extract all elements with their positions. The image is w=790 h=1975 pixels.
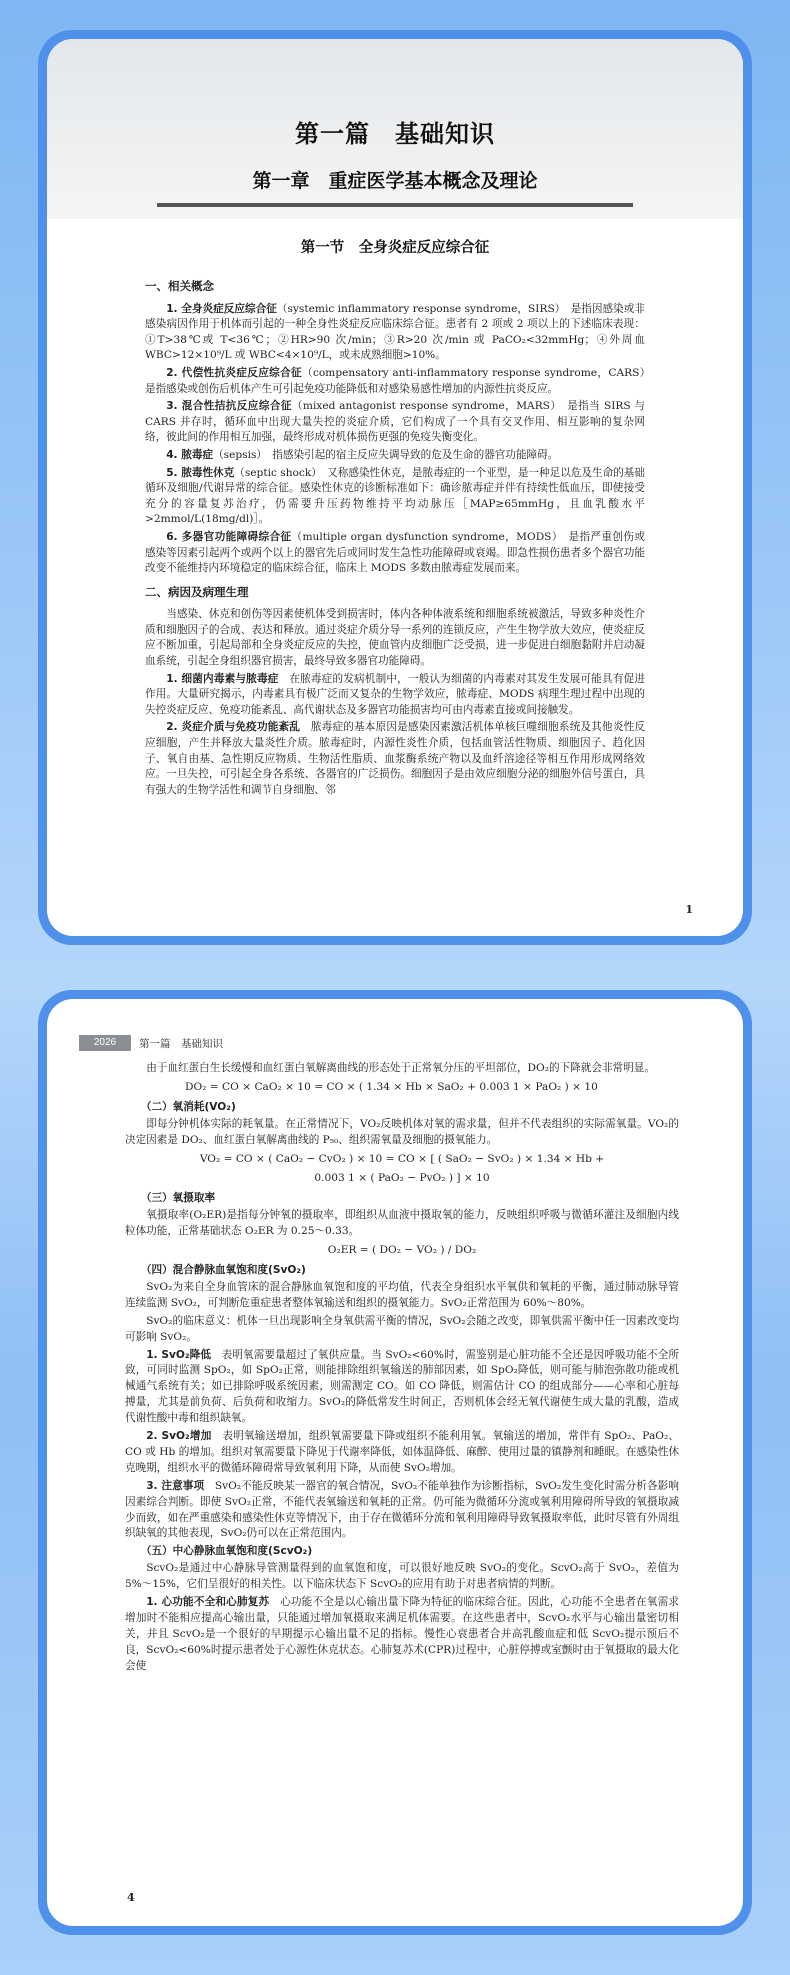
page-card-1 bbox=[38, 30, 752, 945]
concept-5 bbox=[145, 466, 645, 528]
item-term: 1. 心功能不全和心肺复苏 bbox=[146, 1596, 270, 1609]
page-2-body bbox=[125, 1061, 679, 1677]
heading-o2er: （三）氧摄取率 bbox=[140, 1192, 216, 1205]
concept-term: 3. 混合性拮抗反应综合征 bbox=[166, 400, 292, 413]
o2er-paragraph: 氧摄取率(O₂ER)是指每分钟氧的摄取率，即组织从血液中摄取氧的能力，反映组织呼吸与微循环灌注及细胞内线粒体功能，正常基础状态 O₂ER 为 0.25～0.33。 bbox=[125, 1209, 679, 1238]
svo2-item-1 bbox=[125, 1348, 679, 1428]
concept-6 bbox=[145, 530, 645, 577]
page-number: 1 bbox=[685, 903, 693, 916]
part-title: 第一篇 基础知识 bbox=[295, 120, 495, 148]
heading-vo2: （二）氧消耗(VO₂) bbox=[140, 1100, 236, 1113]
running-header bbox=[79, 1035, 711, 1053]
patho-2 bbox=[145, 720, 645, 798]
page-header bbox=[47, 39, 743, 219]
concept-text: （systemic inflammatory response syndrome，SIRS） 是指因感染或非感染病因作用于机体而引起的一种全身性炎症反应临床综合征。患者有 2 项或 2 项以上的下述临床表现：①T>38℃或 T<36℃；②HR>90 次/min；③R>20 次/min 或 PaCO₂<32mmHg；④外周血 WBC>12×10⁹/L 或 WBC<4×10⁹/L，或未成熟细胞>10%。 bbox=[145, 302, 645, 362]
patho-text: 脓毒症的基本原因是感染因素激活机体单核巨噬细胞系统及其他炎性反应细胞，产生并释放大量炎性介质。脓毒症时，内源性炎性介质，包括血管活性物质、细胞因子、趋化因子、氧自由基、急性期反应物质、生物活性脂质、血浆酶系统产物以及血纤溶途径等相互作用形成网络效应。一旦失控，可引起全身各系统、各器官的广泛损伤。细胞因子是由效应细胞分泌的细胞外信号蛋白，具有强大的生物学活性和调节自身细胞、邻 bbox=[145, 721, 645, 796]
patho-intro: 当感染、休克和创伤等因素使机体受到损害时，体内各种体液系统和细胞系统被激活，导致多种炎性介质和细胞因子的合成、表达和释放。通过炎症介质分导一系列的连锁反应，产生生物学放大效应，使炎症反应不断加重，引起局部和全身炎症反应的失控，使血管内皮细胞广泛受损，进一步促进白细胞黏附并启动凝血系统，引起全身组织器官损害，最终导致多器官功能障碍。 bbox=[145, 608, 645, 668]
item-text: 表明氧输送增加，组织氧需要量下降或组织不能利用氧。氧输送的增加，常伴有 SpO₂、PaO₂、CO 或 Hb 的增加。组织对氧需要量下降见于代谢率降低，如体温降低、麻醉、使用过量的镇静剂和睡眠。在感染性休克晚期，组织水平的微循环障碍常导致氧利用下降，从而使 SvO₂增加。 bbox=[125, 1430, 680, 1474]
page-card-2 bbox=[38, 990, 752, 1935]
header-rule bbox=[157, 203, 633, 207]
concept-term: 5. 脓毒性休克 bbox=[166, 466, 235, 479]
scvo2-item-1 bbox=[125, 1595, 679, 1675]
heading-svo2: （四）混合静脉血氧饱和度(SvO₂) bbox=[140, 1263, 306, 1276]
svo2-item-3 bbox=[125, 1479, 679, 1543]
formula-o2er: O₂ER = ( DO₂ − VO₂ ) / DO₂ bbox=[327, 1244, 477, 1257]
svo2-paragraph-2: SvO₂的临床意义：机体一旦出现影响全身氧供需平衡的情况，SvO₂会随之改变，即氧供需平衡中任一因素改变均可影响 SvO₂。 bbox=[125, 1314, 679, 1343]
heading-pathophysiology: 二、病因及病理生理 bbox=[145, 584, 249, 599]
scvo2-paragraph: ScvO₂是通过中心静脉导管测量得到的血氧饱和度，可以很好地反映 SvO₂的变化。ScvO₂高于 SvO₂，差值为 5%～15%，它们呈很好的相关性。以下临床状态下 ScvO₂的应用有助于对患者病情的判断。 bbox=[125, 1562, 679, 1591]
vo2-paragraph: 即每分钟机体实际的耗氧量。在正常情况下，VO₂反映机体对氧的需求量，但并不代表组织的实际需氧量。VO₂的决定因素是 DO₂、血红蛋白氧解离曲线的 P₅₀、组织需氧量及细胞的摄氧能力。 bbox=[125, 1117, 679, 1146]
item-text: SvO₂不能反映某一器官的氧合情况，SvO₂不能单独作为诊断指标，SvO₂发生变化时需分析各影响因素综合判断。即使 SvO₂正常，不能代表氧输送和氧耗的正常。仍可能为微循环分流或氧利用障碍所导致的氧摄取减少而致，如在严重感染和感染性休克等情况下，由于存在微循环分流和氧利用障碍导致氧摄取率低，此时尽管有外周组织缺氧的其他表现，SvO₂仍可以在正常范围内。 bbox=[125, 1479, 679, 1540]
concept-4 bbox=[145, 448, 645, 464]
formula-vo2-line2: 0.003 1 × ( PaO₂ − PvO₂ ) ] × 10 bbox=[314, 1172, 490, 1185]
heading-concepts: 一、相关概念 bbox=[145, 279, 214, 293]
running-head-title: 第一篇 基础知识 bbox=[139, 1038, 223, 1050]
concept-text: （mixed antagonist response syndrome，MARS） 是指当 SIRS 与 CARS 并存时，循环血中出现大量失控的炎症介质，它们构成了一个具有交叉作用、相互影响的复杂网络，彼此间的作用相互加强，最终形成对机体损伤更强的免疫失衡变化。 bbox=[145, 400, 646, 444]
item-text: 表明氧需要量超过了氧供应量。当 SvO₂<60%时，需鉴别是心脏功能不全还是因呼吸功能不全所致，可同时监测 SpO₂，如 SpO₂正常，则能排除组织氧输送的肺部因素，如 SpO₂降低，则可能与肺泡弥散功能或机械通气系统有关；如已排除呼吸系统因素，则需测定 CO。如 CO 降低，则需估计 CO 的组成部分——心率和心脏每搏量，尤其是前负荷、后负荷和收缩力。SvO₂的降低常发生时间正，否则机体会经无氧代谢使生成大量的乳酸，造成代谢性酸中毒和组织缺氧。 bbox=[125, 1348, 679, 1425]
page-2 bbox=[47, 999, 743, 1926]
concept-text: （sepsis） 指感染引起的宿主反应失调导致的危及生命的器官功能障碍。 bbox=[213, 448, 559, 461]
formula-do2: DO₂ = CO × CaO₂ × 10 = CO × ( 1.34 × Hb × SaO₂ + 0.003 1 × PaO₂ ) × 10 bbox=[185, 1080, 598, 1093]
svo2-item-2 bbox=[125, 1429, 679, 1477]
concept-text: （compensatory anti-inflammatory response syndrome，CARS） 是指感染或创伤后机体产生可引起免疫功能降低和对感染易感性增加的内源性抗炎反应。 bbox=[145, 366, 656, 395]
concept-term: 4. 脓毒症 bbox=[166, 448, 214, 461]
patho-1 bbox=[145, 672, 645, 719]
section-title: 第一节 全身炎症反应综合征 bbox=[300, 239, 490, 256]
svo2-paragraph-1: SvO₂为来自全身血管床的混合静脉血氧饱和度的平均值，代表全身组织水平氧供和氧耗的平衡，通过肺动脉导管连续监测 SvO₂，可判断危重症患者整体氧输送和组织的摄氧能力。SvO₂正常范围为 60%～80%。 bbox=[125, 1280, 679, 1309]
concept-text: （multiple organ dysfunction syndrome，MODS） 是指严重创伤或感染等因素引起两个或两个以上的器官先后或同时发生急性功能障碍或衰竭。即急性损伤患者多个器官功能改变不能维持内环境稳定的临床综合征，临床上 MODS 多数由脓毒症发展而来。 bbox=[145, 530, 645, 575]
item-term: 2. SvO₂增加 bbox=[146, 1430, 212, 1443]
patho-term: 2. 炎症介质与免疫功能紊乱 bbox=[166, 721, 301, 734]
concept-1 bbox=[145, 302, 645, 364]
concept-text: （septic shock） 又称感染性休克，是脓毒症的一个亚型，是一种足以危及生命的基础循环及细胞/代谢异常的综合征。感染性休克的诊断标准如下：确诊脓毒症并伴有持续性低血压，即使接受充分的容量复苏治疗，仍需要升压药物维持平均动脉压［MAP≥65mmHg，且血乳酸水平 >2mmol/L(18mg/dl)］。 bbox=[145, 466, 645, 526]
year-tag: 2026 bbox=[79, 1035, 131, 1051]
patho-text: 在脓毒症的发病机制中，一般认为细菌的内毒素对其发生发展可能具有促进作用。大量研究揭示，内毒素具有极广泛而又复杂的生物学效应，脓毒症、MODS 病理生理过程中出现的失控炎症反应、免疫功能紊乱、高代谢状态及多器官功能损害均可由内毒素直接或间接触发。 bbox=[145, 672, 645, 716]
chapter-title: 第一章 重症医学基本概念及理论 bbox=[252, 170, 538, 192]
page-1 bbox=[47, 39, 743, 936]
formula-vo2-line1: VO₂ = CO × ( CaO₂ − CvO₂ ) × 10 = CO × [ ( SaO₂ − SvO₂ ) × 1.34 × Hb + bbox=[199, 1152, 605, 1165]
concept-3 bbox=[145, 399, 645, 446]
intro-paragraph: 由于血红蛋白生长缓慢和血红蛋白氧解离曲线的形态处于正常氧分压的平坦部位，DO₂的下降就会非常明显。 bbox=[146, 1062, 655, 1074]
concept-term: 1. 全身炎症反应综合征 bbox=[166, 302, 277, 315]
concept-term: 2. 代偿性抗炎症反应综合征 bbox=[166, 366, 303, 379]
item-term: 1. SvO₂降低 bbox=[146, 1348, 211, 1361]
concept-2 bbox=[145, 366, 656, 397]
concept-term: 6. 多器官功能障碍综合征 bbox=[166, 530, 292, 543]
heading-scvo2: （五）中心静脉血氧饱和度(ScvO₂) bbox=[140, 1545, 313, 1558]
item-text: 心功能不全是以心输出量下降为特征的临床综合征。因此，心功能不全患者在氧需求增加时不能相应提高心输出量，只能通过增加氧摄取来满足机体需要。在这些患者中，ScvO₂水平与心输出量密切相关，并且 ScvO₂是一个很好的早期提示心输出量不足的指标。慢性心衰患者合并高乳酸血症和低 ScvO₂提示预后不良，ScvO₂<60%时提示患者处于心源性休克状态。心肺复苏术(CPR)过程中，心脏停搏或室颤时由于氧摄取的最大化会使 bbox=[125, 1596, 679, 1672]
page-number: 4 bbox=[127, 1891, 135, 1904]
item-term: 3. 注意事项 bbox=[146, 1479, 205, 1492]
page-1-body bbox=[145, 271, 656, 800]
patho-term: 1. 细菌内毒素与脓毒症 bbox=[166, 672, 279, 685]
